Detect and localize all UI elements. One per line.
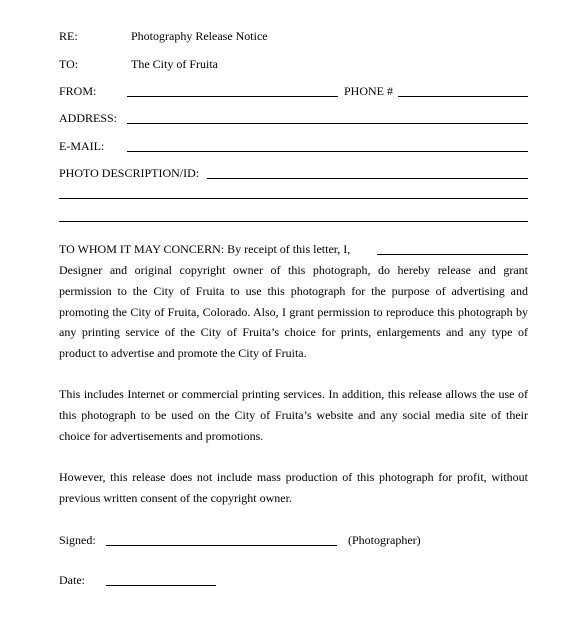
signed-label: Signed: [59,533,96,547]
from-label: FROM: [59,84,97,98]
re-row [59,28,528,44]
concern-intro: TO WHOM IT MAY CONCERN: By receipt of this letter, I, [59,242,351,256]
address-blank-line[interactable] [127,123,528,124]
photo-description-row [59,165,528,181]
photo-description-label: PHOTO DESCRIPTION/ID: [59,166,200,180]
address-row [59,110,528,126]
paragraph-permission: Designer and original copyright owner of this photograph, do hereby release and grant permission to the City of Fruita to use this photograph for the purpose of advertising and promoting the City of Fruita, Colorado. Also, I grant permission to reproduce this photograph by any printing service of the City of Fruita’s choice for prints, enlargements and any type of product to advertise and promote the City of Fruita. [59,263,528,361]
to-label: TO: [59,57,79,71]
date-label: Date: [59,573,85,587]
photographer-label: (Photographer) [348,533,421,547]
email-label: E-MAIL: [59,139,105,153]
date-blank-line[interactable] [106,585,216,586]
from-blank-line[interactable] [127,96,338,97]
paragraph-internet-use: This includes Internet or commercial printing services. In addition, this release allows the use of this photograph to be used on the City of Fruita’s website and any social media site of their choice for advertisements and promotions. [59,387,528,443]
to-value: The City of Fruita [131,57,218,71]
from-row [59,83,528,99]
address-label: ADDRESS: [59,111,118,125]
to-row [59,56,528,72]
concern-row [59,241,528,257]
re-value: Photography Release Notice [131,29,268,43]
photo-description-line-2[interactable] [59,198,528,199]
photo-description-line-3[interactable] [59,221,528,222]
date-row [59,572,528,588]
email-row [59,138,528,154]
paragraph-mass-production: However, this release does not include mass production of this photograph for profit, without previous written consent of the copyright owner. [59,470,528,505]
photo-description-blank-line[interactable] [207,178,528,179]
phone-label: PHONE # [344,84,394,98]
email-blank-line[interactable] [127,151,528,152]
signed-row [59,532,528,548]
re-label: RE: [59,29,78,43]
signature-blank-line[interactable] [106,545,337,546]
phone-blank-line[interactable] [398,96,528,97]
owner-name-blank-line[interactable] [377,254,528,255]
